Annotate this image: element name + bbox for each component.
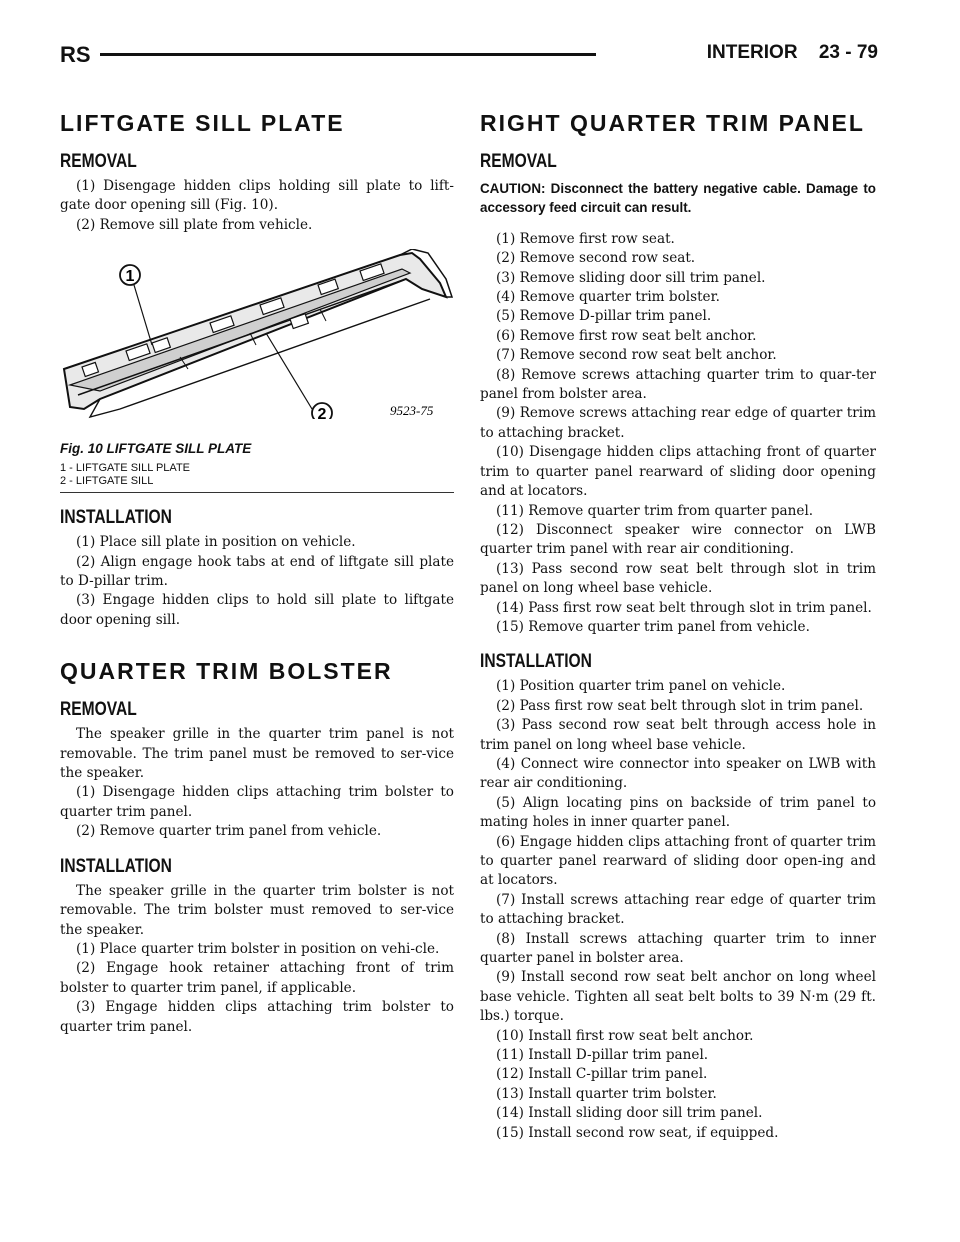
step: (4) Connect wire connector into speaker on LWB with rear air conditioning. [480,755,876,792]
legend-item: 2 - LIFTGATE SILL [60,475,154,488]
left-column [60,104,454,1037]
step: (11) Install D-pillar trim panel. [496,1047,709,1064]
step: (2) Remove second row seat. [496,250,696,267]
step: (9) Install second row seat belt anchor on long wheel base vehicle. Tighten all seat belt bolts to 39 N·m (29 ft. lbs.) torque. [480,969,876,1025]
header-rule [100,53,596,56]
paragraph: The speaker grille in the quarter trim bolster is not removable. The trim bolster must removed to ser-vice the speaker. [60,882,454,938]
step: (3) Pass second row seat belt through access hole in trim panel on long wheel base vehicle. [480,717,876,753]
step: (2) Engage hook retainer attaching front of trim bolster to quarter trim panel, if applicable. [60,960,454,996]
heading-installation: INSTALLATION [60,507,172,529]
step: (2) Remove quarter trim panel from vehicle. [76,823,382,840]
step: (5) Remove D-pillar trim panel. [496,308,712,325]
step: (6) Remove first row seat belt anchor. [496,327,757,344]
figure-liftgate-sill-plate [60,249,454,419]
figure-caption: Fig. 10 LIFTGATE SILL PLATE [60,441,252,457]
step: (1) Position quarter trim panel on vehicle. [496,678,786,695]
step: (3) Engage hidden clips to hold sill plate to liftgate door opening sill. [60,592,454,628]
step: (8) Remove screws attaching quarter trim to quar-ter panel from bolster area. [480,366,876,403]
step: (8) Install screws attaching quarter trim to inner quarter panel in bolster area. [480,930,876,967]
callout-2: 2 [317,406,327,420]
page-header [60,42,878,72]
step: (12) Disconnect speaker wire connector on LWB quarter trim panel with rear air conditioning. [480,521,876,558]
sill-plate-illustration [60,249,454,419]
step: (10) Disengage hidden clips attaching front of quarter trim to quarter panel rearward of sliding door opening and at locators. [480,444,876,500]
figure-legend [60,462,454,493]
heading-removal: REMOVAL [480,151,557,172]
step: (10) Install first row seat belt anchor. [496,1027,754,1044]
callout-1: 1 [125,268,135,286]
step: (1) Place sill plate in position on vehicle. [76,534,356,551]
step: (14) Install sliding door sill trim panel. [496,1105,763,1122]
step: (1) Place quarter trim bolster in position on vehi-cle. [76,940,440,957]
step: (6) Engage hidden clips attaching front of quarter trim to quarter panel rearward of sliding door open-ing and at locators. [480,833,876,889]
legend-item: 1 - LIFTGATE SILL PLATE [60,462,191,475]
heading-removal: REMOVAL [60,699,137,721]
step: (2) Align engage hook tabs at end of liftgate sill plate to D-pillar trim. [60,553,454,590]
step: (3) Remove sliding door sill trim panel. [496,269,766,286]
step: (1) Disengage hidden clips attaching trim bolster to quarter trim panel. [60,784,454,820]
right-column [480,104,876,1143]
step: (2) Remove sill plate from vehicle. [76,216,313,233]
installation-steps [480,677,876,1143]
step: (5) Align locating pins on backside of trim panel to mating holes in inner quarter panel. [480,794,876,831]
step: (9) Remove screws attaching rear edge of quarter trim to attaching bracket. [480,405,876,441]
step: (1) Disengage hidden clips holding sill plate to lift-gate door opening sill (Fig. 10). [60,178,454,214]
step: (7) Install screws attaching rear edge of quarter trim to attaching bracket. [480,891,876,928]
step: (14) Pass first row seat belt through slot in trim panel. [496,599,872,616]
header-right [691,42,878,64]
figure-code: 9523-75 [390,403,434,419]
step: (15) Install second row seat, if equipped. [496,1124,779,1141]
header-section: INTERIOR [706,42,798,63]
step: (7) Remove second row seat belt anchor. [496,347,777,364]
removal-steps [480,230,876,638]
step: (12) Install C-pillar trim panel. [496,1066,708,1083]
step: (2) Pass first row seat belt through slot in trim panel. [496,697,864,714]
step: (4) Remove quarter trim bolster. [496,289,720,306]
heading-removal: REMOVAL [60,151,137,172]
step: (13) Install quarter trim bolster. [496,1085,717,1102]
header-model: RS [60,42,91,67]
section-title-right-quarter-trim-panel: RIGHT QUARTER TRIM PANEL [480,110,865,136]
step: (15) Remove quarter trim panel from vehicle. [496,618,810,635]
step: (13) Pass second row seat belt through slot in trim panel on long wheel base vehicle. [480,560,876,597]
paragraph: The speaker grille in the quarter trim panel is not removable. The trim panel must be removed to ser-vice the speaker. [60,726,454,782]
header-page-number: 23 - 79 [818,42,878,63]
section-title-liftgate-sill-plate: LIFTGATE SILL PLATE [60,110,345,136]
caution-note: CAUTION: Disconnect the battery negative cable. Damage to accessory feed circuit can result. [480,181,876,216]
section-title-quarter-trim-bolster: QUARTER TRIM BOLSTER [60,658,393,685]
heading-installation: INSTALLATION [60,855,172,877]
step: (3) Engage hidden clips attaching trim bolster to quarter trim panel. [60,999,454,1035]
heading-installation: INSTALLATION [480,651,592,673]
step: (1) Remove first row seat. [496,230,675,247]
step: (11) Remove quarter trim from quarter panel. [496,502,814,519]
